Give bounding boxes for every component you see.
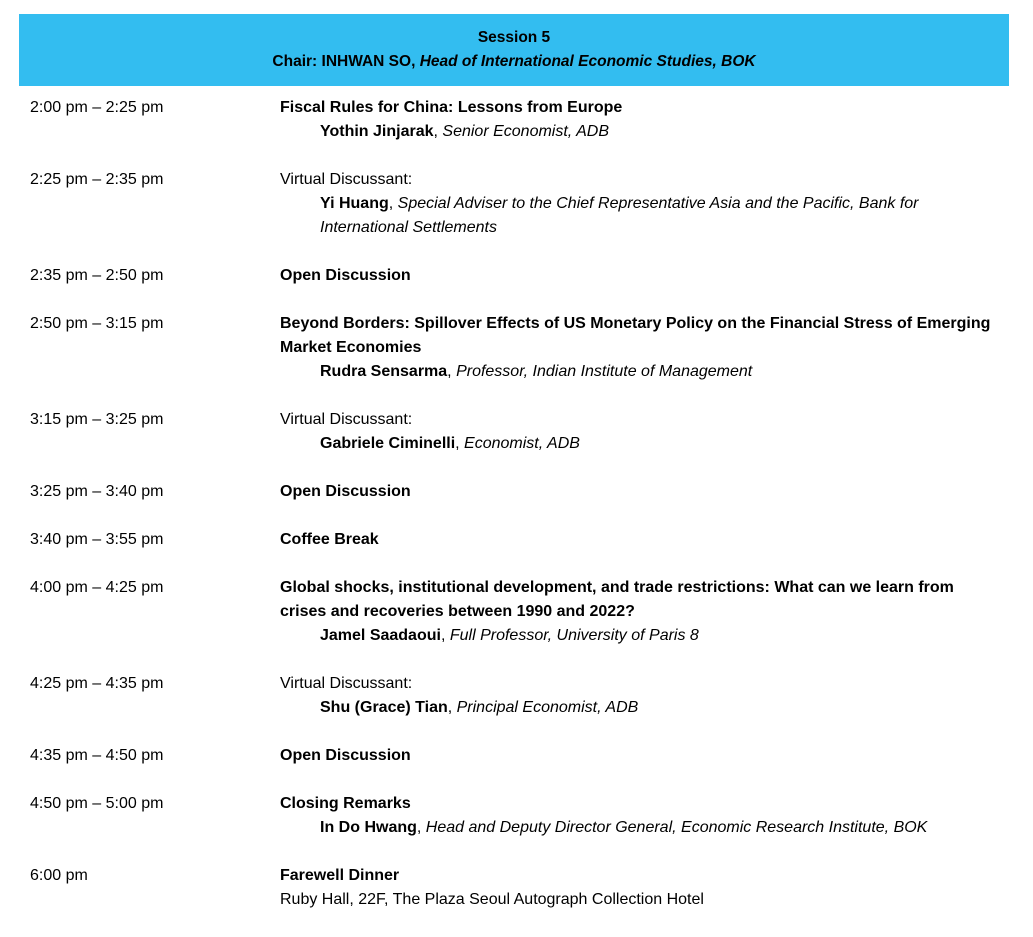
speaker-role: Head and Deputy Director General, Economic Research Institute, BOK	[425, 819, 928, 836]
schedule-row	[30, 576, 1000, 648]
schedule-content	[280, 264, 1000, 288]
schedule-content	[280, 96, 1000, 144]
schedule-row	[30, 264, 1000, 288]
discussant-label: Virtual Discussant:	[280, 411, 413, 428]
speaker-separator: ,	[416, 819, 426, 836]
schedule-title: Coffee Break	[280, 531, 379, 548]
session-chair	[19, 50, 1009, 74]
schedule-row	[30, 792, 1000, 840]
schedule-time: 4:50 pm – 5:00 pm	[30, 795, 164, 812]
speaker-role: Economist, ADB	[464, 435, 580, 452]
schedule-title: Closing Remarks	[280, 795, 411, 812]
speaker-name: Rudra Sensarma	[320, 363, 448, 380]
speaker-separator: ,	[455, 435, 465, 452]
schedule-time: 2:35 pm – 2:50 pm	[30, 267, 164, 284]
schedule-content	[280, 528, 1000, 552]
schedule-row	[30, 864, 1000, 912]
schedule-row	[30, 744, 1000, 768]
schedule-content	[280, 480, 1000, 504]
schedule-time: 3:15 pm – 3:25 pm	[30, 411, 164, 428]
schedule-row	[30, 96, 1000, 144]
speaker-role: Full Professor, University of Paris 8	[449, 627, 699, 644]
schedule-title: Open Discussion	[280, 747, 411, 764]
schedule-title: Open Discussion	[280, 267, 411, 284]
discussant-label: Virtual Discussant:	[280, 171, 413, 188]
speaker-separator: ,	[388, 195, 398, 212]
speaker-role: Senior Economist, ADB	[442, 123, 609, 140]
schedule-time: 3:40 pm – 3:55 pm	[30, 531, 164, 548]
speaker-line	[280, 120, 1000, 144]
schedule-content	[280, 312, 1000, 384]
schedule-time: 4:25 pm – 4:35 pm	[30, 675, 164, 692]
schedule-title: Farewell Dinner	[280, 867, 400, 884]
schedule-content	[280, 792, 1000, 840]
speaker-line	[280, 696, 1000, 720]
speaker-name: Shu (Grace) Tian	[320, 699, 448, 716]
schedule-content	[280, 408, 1000, 456]
schedule-time: 2:00 pm – 2:25 pm	[30, 99, 164, 116]
speaker-line	[280, 432, 1000, 456]
schedule-time: 3:25 pm – 3:40 pm	[30, 483, 164, 500]
schedule-content	[280, 168, 1000, 240]
schedule-time: 4:35 pm – 4:50 pm	[30, 747, 164, 764]
schedule-row	[30, 672, 1000, 720]
schedule-row	[30, 528, 1000, 552]
schedule-title: Beyond Borders: Spillover Effects of US Monetary Policy on the Financial Stress of Emerging Market Economies	[280, 315, 991, 356]
schedule-row	[30, 168, 1000, 240]
speaker-separator: ,	[447, 363, 457, 380]
schedule-row	[30, 312, 1000, 384]
speaker-line	[280, 360, 1000, 384]
schedule-list	[30, 96, 1000, 936]
speaker-role: Professor, Indian Institute of Management	[456, 363, 753, 380]
session-header	[19, 14, 1009, 86]
schedule-title: Open Discussion	[280, 483, 411, 500]
schedule-time: 2:50 pm – 3:15 pm	[30, 315, 164, 332]
speaker-name: Gabriele Ciminelli	[320, 435, 456, 452]
schedule-title: Fiscal Rules for China: Lessons from Europe	[280, 99, 623, 116]
schedule-content	[280, 744, 1000, 768]
schedule-content	[280, 576, 1000, 648]
speaker-name: Jamel Saadaoui	[320, 627, 441, 644]
discussant-label: Virtual Discussant:	[280, 675, 413, 692]
speaker-separator: ,	[433, 123, 443, 140]
session-title: Session 5	[477, 29, 551, 46]
speaker-name: Yothin Jinjarak	[320, 123, 434, 140]
speaker-name: In Do Hwang	[320, 819, 417, 836]
speaker-separator: ,	[447, 699, 457, 716]
speaker-name: Yi Huang	[320, 195, 389, 212]
speaker-separator: ,	[440, 627, 450, 644]
schedule-content	[280, 864, 1000, 912]
schedule-time: 6:00 pm	[30, 867, 88, 884]
speaker-role: Principal Economist, ADB	[456, 699, 639, 716]
speaker-line	[280, 624, 1000, 648]
schedule-content	[280, 672, 1000, 720]
speaker-line	[280, 192, 1000, 240]
speaker-role: Special Adviser to the Chief Representative Asia and the Pacific, Bank for International Settlements	[320, 195, 919, 236]
schedule-row	[30, 480, 1000, 504]
speaker-line	[280, 816, 1000, 840]
schedule-time: 4:00 pm – 4:25 pm	[30, 579, 164, 596]
event-location: Ruby Hall, 22F, The Plaza Seoul Autograph Collection Hotel	[280, 891, 704, 908]
schedule-title: Global shocks, institutional development, and trade restrictions: What can we learn from crises and recoveries between 1990 and 2022?	[280, 579, 954, 620]
chair-name: Chair: INHWAN SO,	[272, 53, 420, 70]
schedule-time: 2:25 pm – 2:35 pm	[30, 171, 164, 188]
schedule-row	[30, 408, 1000, 456]
chair-role: Head of International Economic Studies, BOK	[419, 53, 756, 70]
